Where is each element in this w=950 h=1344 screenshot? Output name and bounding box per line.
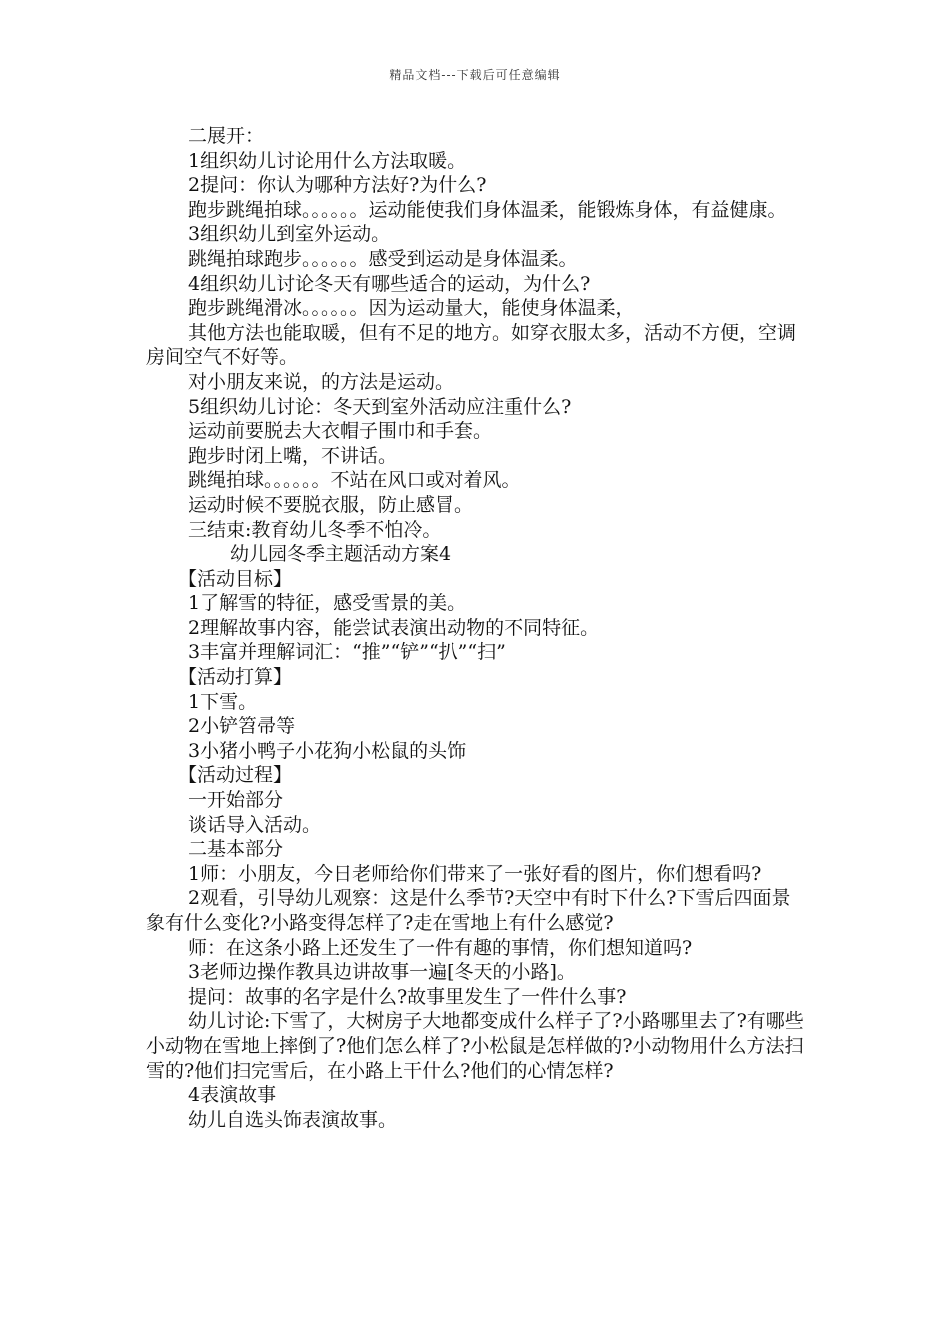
paragraph: 三结束:教育幼儿冬季不怕冷。 [188, 518, 442, 541]
paragraph: 3组织幼儿到室外运动。 [188, 223, 391, 246]
paragraph: 5组织幼儿讨论：冬天到室外活动应注重什么? [188, 395, 572, 418]
paragraph: 跑步跳绳拍球。。。。。。运动能使我们身体温柔，能锻炼身体，有益健康。 [188, 198, 787, 221]
section-title: 幼儿园冬季主题活动方案4 [230, 543, 452, 566]
paragraph: 2小铲笤帚等 [188, 715, 296, 738]
paragraph: 1组织幼儿讨论用什么方法取暖。 [188, 149, 467, 172]
page-header: 精品文档---下载后可任意编辑 [389, 68, 561, 82]
document-body [146, 124, 806, 1132]
paragraph: 幼儿讨论:下雪了，大树房子大地都变成什么样子了?小路哪里去了?有哪些小动物在雪地上摔倒了?他们怎么样了?小松鼠是怎样做的?小动物用什么方法扫雪的?他们扫完雪后，在小路上干什么?他们的心情怎样? [146, 1010, 804, 1082]
paragraph: 运动时候不要脱衣服，防止感冒。 [188, 493, 474, 516]
paragraph: 1了解雪的特征，感受雪景的美。 [188, 592, 467, 615]
paragraph: 提问：故事的名字是什么?故事里发生了一件什么事? [188, 985, 627, 1008]
paragraph: 4组织幼儿讨论冬天有哪些适合的运动，为什么? [188, 272, 591, 295]
paragraph: 跑步时闭上嘴，不讲话。 [188, 444, 398, 467]
section-heading: 【活动过程】 [178, 764, 293, 787]
paragraph: 4表演故事 [188, 1084, 277, 1107]
paragraph: 1下雪。 [188, 690, 258, 713]
paragraph: 一开始部分 [188, 789, 284, 812]
paragraph: 对小朋友来说，的方法是运动。 [188, 370, 455, 393]
paragraph: 3小猪小鸭子小花狗小松鼠的头饰 [188, 739, 467, 762]
paragraph: 谈话导入活动。 [188, 813, 322, 836]
paragraph: 幼儿自选头饰表演故事。 [188, 1108, 398, 1131]
paragraph: 其他方法也能取暖，但有不足的地方。如穿衣服太多，活动不方便，空调房间空气不好等。 [146, 321, 797, 369]
paragraph: 师：在这条小路上还发生了一件有趣的事情，你们想知道吗? [188, 936, 693, 959]
paragraph: 跳绳拍球。。。。。。不站在风口或对着风。 [188, 469, 521, 492]
section-heading: 【活动目标】 [178, 567, 293, 590]
paragraph: 2提问：你认为哪种方法好?为什么? [188, 174, 487, 197]
paragraph: 2观看，引导幼儿观察：这是什么季节?天空中有时下什么?下雪后四面景象有什么变化?小路变得怎样了?走在雪地上有什么感觉? [146, 887, 791, 934]
paragraph: 二展开： [188, 125, 265, 147]
paragraph: 3老师边操作教具边讲故事一遍[冬天的小路]。 [188, 961, 576, 984]
paragraph: 3丰富并理解词汇：“推”“铲”“扒”“扫” [188, 641, 506, 664]
paragraph: 2理解故事内容，能尝试表演出动物的不同特征。 [188, 616, 600, 639]
paragraph: 运动前要脱去大衣帽子围巾和手套。 [188, 420, 493, 443]
paragraph: 跑步跳绳滑冰。。。。。。因为运动量大，能使身体温柔， [188, 297, 635, 320]
paragraph: 跳绳拍球跑步。。。。。。感受到运动是身体温柔。 [188, 247, 578, 270]
paragraph: 1师：小朋友，今日老师给你们带来了一张好看的图片，你们想看吗? [188, 862, 762, 885]
paragraph: 二基本部分 [188, 838, 284, 861]
section-heading: 【活动打算】 [178, 666, 293, 689]
